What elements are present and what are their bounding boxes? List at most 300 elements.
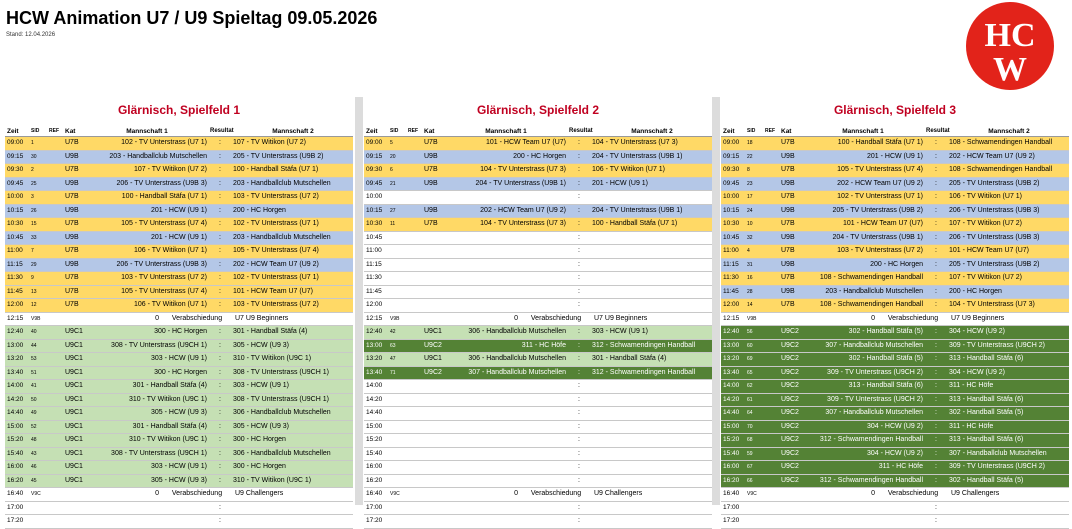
cell-ref bbox=[408, 394, 424, 407]
cell-kat bbox=[424, 488, 446, 501]
cell-ref bbox=[765, 461, 781, 474]
cell-sid: 11 bbox=[390, 221, 396, 227]
cell-kat: U9B bbox=[424, 179, 438, 187]
cell-t1 bbox=[446, 380, 569, 393]
table-row bbox=[721, 461, 1069, 475]
cell-sep: Verabschiedung bbox=[887, 490, 939, 497]
cell-ref bbox=[49, 502, 65, 515]
cell-ref bbox=[765, 151, 781, 164]
cell-sep: : bbox=[935, 395, 937, 403]
cell-time: 09:00 bbox=[7, 139, 24, 146]
cell-ref bbox=[765, 191, 781, 204]
cell-t2: 103 - TV Unterstrass (U7 2) bbox=[233, 193, 319, 200]
cell-time: 16:40 bbox=[723, 490, 740, 497]
cell-sep: : bbox=[935, 503, 937, 511]
cell-t2: 203 - Handballclub Mutschellen bbox=[233, 179, 331, 187]
cell-ref bbox=[408, 272, 424, 285]
cell-kat bbox=[424, 259, 446, 272]
cell-sep: Verabschiedung bbox=[887, 314, 939, 322]
cell-kat: U7B bbox=[65, 166, 79, 173]
table-row bbox=[364, 191, 712, 205]
cell-sid: 66 bbox=[747, 477, 753, 484]
cell-kat: U9C2 bbox=[781, 422, 799, 430]
table-row bbox=[364, 178, 712, 192]
table-row bbox=[5, 137, 353, 151]
cell-t2: 200 - HC Horgen bbox=[949, 287, 1002, 295]
cell-sid: V9C bbox=[390, 491, 400, 497]
cell-t1: 0 bbox=[155, 490, 159, 497]
cell-t1: 0 bbox=[155, 314, 159, 322]
cell-sid: 67 bbox=[747, 464, 753, 470]
cell-kat: U7B bbox=[65, 301, 79, 308]
cell-time: 16:20 bbox=[723, 476, 740, 484]
cell-sid: 29 bbox=[31, 261, 37, 268]
cell-ref bbox=[765, 272, 781, 285]
cell-sep: : bbox=[578, 409, 580, 416]
cell-t2 bbox=[230, 515, 353, 528]
header-team1: Mannschaft 1 bbox=[485, 127, 527, 135]
cell-t1: 308 - TV Unterstrass (U9CH 1) bbox=[111, 449, 207, 457]
cell-sep: : bbox=[219, 517, 221, 524]
cell-sep: : bbox=[578, 449, 580, 457]
cell-kat: U9C2 bbox=[781, 476, 799, 484]
cell-time: 17:20 bbox=[7, 517, 24, 524]
cell-sid: 8 bbox=[747, 167, 750, 173]
cell-kat bbox=[424, 407, 446, 420]
cell-t2: 202 - HCW Team U7 (U9 2) bbox=[949, 152, 1035, 160]
cell-sid: 30 bbox=[31, 153, 37, 160]
cell-sep: : bbox=[935, 179, 937, 187]
cell-kat: U9B bbox=[781, 206, 795, 214]
cell-kat: U9B bbox=[424, 152, 438, 160]
header-result: Resultat bbox=[210, 128, 234, 134]
cell-kat: U9C1 bbox=[65, 422, 83, 430]
cell-sep: : bbox=[219, 274, 221, 281]
cell-time: 17:00 bbox=[366, 503, 383, 511]
cell-kat: U9B bbox=[65, 233, 79, 241]
cell-time: 11:00 bbox=[366, 247, 382, 254]
cell-ref bbox=[765, 353, 781, 366]
cell-ref bbox=[49, 326, 65, 339]
cell-sid: 31 bbox=[747, 261, 753, 268]
cell-sep: : bbox=[578, 139, 580, 146]
cell-ref bbox=[765, 515, 781, 528]
cell-ref bbox=[765, 448, 781, 461]
cell-kat bbox=[424, 461, 446, 474]
cell-kat: U9C2 bbox=[781, 463, 799, 470]
cell-sep: : bbox=[219, 301, 221, 308]
table-row bbox=[5, 421, 353, 435]
cell-t2 bbox=[946, 515, 1069, 528]
cell-t2: 102 - TV Unterstrass (U7 1) bbox=[233, 274, 319, 281]
field-title: Glärnisch, Spielfeld 1 bbox=[117, 103, 241, 117]
cell-sid bbox=[390, 502, 408, 515]
cell-t1: 300 - HC Horgen bbox=[154, 368, 207, 376]
header-team2: Mannschaft 2 bbox=[272, 127, 314, 135]
cell-sid: 51 bbox=[31, 369, 37, 376]
cell-sid bbox=[390, 259, 408, 272]
cell-t2: 200 - HC Horgen bbox=[233, 206, 286, 214]
cell-ref bbox=[408, 178, 424, 191]
cell-t2: 205 - TV Unterstrass (U9B 2) bbox=[949, 179, 1040, 187]
table-row bbox=[721, 313, 1069, 327]
cell-ref bbox=[765, 488, 781, 501]
cell-t1: 304 - HCW (U9 2) bbox=[866, 449, 923, 457]
cell-kat: U7B bbox=[781, 274, 795, 281]
cell-kat bbox=[424, 421, 446, 434]
cell-ref bbox=[49, 259, 65, 272]
cell-t2: 102 - TV Unterstrass (U7 1) bbox=[233, 220, 319, 227]
cell-kat bbox=[424, 272, 446, 285]
cell-sep: : bbox=[578, 436, 580, 443]
cell-sid bbox=[390, 232, 408, 245]
cell-time: 13:20 bbox=[723, 355, 740, 362]
cell-time: 12:40 bbox=[7, 328, 24, 335]
cell-sid: 24 bbox=[747, 207, 753, 214]
table-row bbox=[5, 353, 353, 367]
cell-t1 bbox=[87, 515, 210, 528]
cell-t2: 204 - TV Unterstrass (U9B 1) bbox=[592, 152, 683, 160]
cell-t1: 107 - TV Witikon (U7 2) bbox=[133, 166, 207, 173]
cell-t2: U7 U9 Beginners bbox=[594, 314, 648, 322]
header-sid: SID bbox=[390, 128, 399, 134]
cell-time: 13:00 bbox=[723, 341, 740, 349]
cell-t1: 106 - TV Witikon (U7 1) bbox=[133, 301, 207, 308]
cell-t2 bbox=[589, 232, 712, 245]
cell-t2 bbox=[589, 380, 712, 393]
cell-t1: 103 - TV Unterstrass (U7 2) bbox=[121, 274, 207, 281]
table-header bbox=[364, 126, 712, 137]
cell-kat: U7B bbox=[424, 139, 438, 146]
cell-t2: 311 - HC Höfe bbox=[949, 422, 994, 430]
cell-ref bbox=[408, 326, 424, 339]
cell-time: 09:00 bbox=[366, 139, 383, 146]
cell-ref bbox=[408, 434, 424, 447]
cell-sid: 32 bbox=[747, 234, 753, 241]
cell-t2: 107 - TV Witikon (U7 2) bbox=[949, 274, 1023, 281]
cell-t2: 306 - Handballclub Mutschellen bbox=[233, 409, 331, 416]
cell-sid bbox=[390, 407, 408, 420]
table-row bbox=[721, 502, 1069, 516]
cell-time: 14:40 bbox=[7, 409, 24, 416]
cell-sep: : bbox=[219, 166, 221, 173]
cell-time: 14:40 bbox=[723, 409, 740, 416]
cell-ref bbox=[49, 448, 65, 461]
cell-sid: V9B bbox=[747, 315, 757, 322]
cell-time: 17:20 bbox=[723, 517, 740, 524]
cell-t2 bbox=[589, 461, 712, 474]
cell-sep: : bbox=[935, 436, 937, 443]
cell-sid: 13 bbox=[31, 288, 37, 295]
cell-t1: 302 - Handball Stäfa (5) bbox=[848, 328, 923, 335]
cell-t2 bbox=[589, 259, 712, 272]
cell-sid: 10 bbox=[747, 221, 753, 227]
table-row bbox=[364, 448, 712, 462]
cell-sep: : bbox=[219, 260, 221, 268]
cell-ref bbox=[49, 178, 65, 191]
cell-kat: U9C1 bbox=[424, 328, 442, 335]
cell-t1: 0 bbox=[514, 490, 518, 497]
cell-t2: 108 - Schwamendingen Handball bbox=[949, 166, 1053, 173]
cell-t2: 304 - HCW (U9 2) bbox=[949, 328, 1006, 335]
cell-t2 bbox=[589, 272, 712, 285]
cell-sid bbox=[31, 502, 49, 515]
cell-ref bbox=[408, 286, 424, 299]
cell-sep: : bbox=[935, 247, 937, 254]
cell-sid: 69 bbox=[747, 356, 753, 362]
cell-sid: 16 bbox=[747, 275, 753, 281]
cell-sid: 27 bbox=[390, 207, 396, 214]
cell-kat bbox=[424, 313, 446, 326]
cell-sep: : bbox=[578, 287, 580, 295]
cell-t2: 104 - TV Unterstrass (U7 3) bbox=[949, 301, 1035, 308]
cell-t1: 203 - Handballclub Mutschellen bbox=[109, 152, 207, 160]
cell-kat: U7B bbox=[65, 247, 79, 254]
cell-kat: U9C2 bbox=[781, 355, 799, 362]
cell-time: 11:30 bbox=[723, 274, 739, 281]
cell-sep: : bbox=[935, 328, 937, 335]
cell-t1: 307 - Handballclub Mutschellen bbox=[468, 368, 566, 376]
cell-ref bbox=[49, 340, 65, 353]
cell-sid bbox=[390, 448, 408, 461]
cell-time: 10:45 bbox=[723, 233, 740, 241]
cell-sep: : bbox=[219, 382, 221, 389]
cell-time: 09:45 bbox=[366, 179, 383, 187]
cell-ref bbox=[408, 407, 424, 420]
cell-t1: 201 - HCW (U9 1) bbox=[866, 152, 923, 160]
cell-t2 bbox=[946, 502, 1069, 515]
cell-kat: U9B bbox=[781, 287, 795, 295]
cell-sid bbox=[390, 394, 408, 407]
cell-sid: 28 bbox=[747, 288, 753, 295]
cell-sid: 63 bbox=[390, 342, 396, 349]
cell-t2 bbox=[589, 191, 712, 204]
column-separator bbox=[712, 97, 720, 505]
field-schedule-2 bbox=[364, 103, 712, 529]
table-header bbox=[721, 126, 1069, 137]
cell-sid: 40 bbox=[31, 329, 37, 335]
cell-sid: 2 bbox=[31, 167, 34, 173]
cell-kat: U9C1 bbox=[65, 409, 83, 416]
cell-ref bbox=[49, 299, 65, 312]
cell-time: 17:00 bbox=[7, 503, 24, 511]
cell-sep: : bbox=[935, 287, 937, 295]
table-row bbox=[721, 421, 1069, 435]
cell-ref bbox=[765, 407, 781, 420]
cell-ref bbox=[408, 137, 424, 150]
table-row bbox=[364, 218, 712, 232]
cell-sid bbox=[390, 380, 408, 393]
cell-time: 15:00 bbox=[723, 422, 740, 430]
cell-t1: 312 - Schwamendingen Handball bbox=[819, 476, 923, 484]
cell-ref bbox=[49, 488, 65, 501]
cell-ref bbox=[408, 245, 424, 258]
cell-t2: 311 - HC Höfe bbox=[949, 382, 994, 389]
header-kat: Kat bbox=[65, 127, 76, 135]
table-row bbox=[721, 353, 1069, 367]
cell-kat: U9C1 bbox=[65, 328, 83, 335]
table-row bbox=[721, 299, 1069, 313]
cell-ref bbox=[765, 259, 781, 272]
cell-time: 10:15 bbox=[366, 206, 383, 214]
cell-t2: 205 - TV Unterstrass (U9B 2) bbox=[233, 152, 324, 160]
cell-time: 10:00 bbox=[723, 193, 740, 200]
cell-time: 11:00 bbox=[7, 247, 23, 254]
cell-kat: U7B bbox=[65, 287, 79, 295]
cell-t2: U9 Challengers bbox=[951, 490, 1000, 497]
logo-bottom-text: W bbox=[993, 51, 1027, 88]
cell-ref bbox=[408, 259, 424, 272]
cell-time: 11:30 bbox=[7, 274, 23, 281]
cell-t1 bbox=[446, 259, 569, 272]
cell-sep: : bbox=[578, 166, 580, 173]
cell-ref bbox=[49, 313, 65, 326]
cell-sid bbox=[747, 502, 765, 515]
cell-sep: : bbox=[219, 152, 221, 160]
cell-sid bbox=[390, 461, 408, 474]
table-row bbox=[5, 178, 353, 192]
cell-sep: : bbox=[935, 341, 937, 349]
column-separator bbox=[355, 97, 363, 505]
cell-ref bbox=[408, 164, 424, 177]
cell-kat: U9C1 bbox=[65, 449, 83, 457]
cell-t2: 101 - HCW Team U7 (U7) bbox=[233, 287, 314, 295]
cell-time: 10:15 bbox=[723, 206, 740, 214]
cell-time: 09:30 bbox=[366, 166, 383, 173]
table-row bbox=[5, 367, 353, 381]
cell-sid bbox=[390, 191, 408, 204]
stand-date: Stand: 12.04.2026 bbox=[6, 32, 56, 38]
cell-t2: 308 - TV Unterstrass (U9CH 1) bbox=[233, 368, 329, 376]
cell-sep: : bbox=[935, 355, 937, 362]
cell-time: 11:15 bbox=[723, 260, 739, 268]
cell-sid: 49 bbox=[31, 410, 37, 416]
cell-time: 13:40 bbox=[366, 368, 383, 376]
cell-time: 12:00 bbox=[723, 301, 740, 308]
cell-sep: : bbox=[219, 422, 221, 430]
cell-time: 09:15 bbox=[7, 152, 24, 160]
cell-kat: U7B bbox=[65, 220, 79, 227]
cell-ref bbox=[49, 380, 65, 393]
cell-sid: 46 bbox=[31, 464, 37, 470]
cell-t1: 313 - Handball Stäfa (6) bbox=[848, 382, 923, 389]
field-title: Glärnisch, Spielfeld 2 bbox=[476, 103, 600, 117]
cell-kat: U9C2 bbox=[781, 409, 799, 416]
header-sid: SID bbox=[747, 128, 756, 134]
cell-ref bbox=[765, 380, 781, 393]
cell-kat: U9C2 bbox=[781, 328, 799, 335]
cell-kat: U7B bbox=[781, 139, 795, 146]
cell-time: 09:00 bbox=[723, 139, 740, 146]
cell-ref bbox=[49, 164, 65, 177]
cell-kat: U9C1 bbox=[424, 355, 442, 362]
cell-time: 09:45 bbox=[723, 179, 740, 187]
cell-sep: : bbox=[578, 179, 580, 187]
cell-kat: U9C2 bbox=[781, 436, 799, 443]
cell-sep: : bbox=[219, 395, 221, 403]
cell-sep: : bbox=[219, 341, 221, 349]
cell-ref bbox=[765, 421, 781, 434]
cell-ref bbox=[49, 137, 65, 150]
cell-ref bbox=[765, 205, 781, 218]
cell-t2 bbox=[230, 502, 353, 515]
cell-time: 09:30 bbox=[723, 166, 740, 173]
cell-t1: 307 - Handballclub Mutschellen bbox=[825, 409, 923, 416]
header-team1: Mannschaft 1 bbox=[126, 127, 168, 135]
cell-t1: 201 - HCW (U9 1) bbox=[150, 206, 207, 214]
table-row bbox=[364, 326, 712, 340]
cell-sid: 60 bbox=[747, 342, 753, 349]
cell-sep: : bbox=[935, 220, 937, 227]
cell-ref bbox=[765, 286, 781, 299]
cell-t2: 313 - Handball Stäfa (6) bbox=[949, 395, 1024, 403]
cell-t1: 312 - Schwamendingen Handball bbox=[819, 436, 923, 443]
cell-time: 16:40 bbox=[366, 490, 383, 497]
cell-time: 14:00 bbox=[723, 382, 740, 389]
field-title: Glärnisch, Spielfeld 3 bbox=[833, 103, 957, 117]
cell-t2: 100 - Handball Stäfa (U7 1) bbox=[233, 166, 319, 173]
table-row bbox=[721, 326, 1069, 340]
cell-sid: 17 bbox=[747, 194, 753, 200]
table-row bbox=[364, 205, 712, 219]
cell-t1: 104 - TV Unterstrass (U7 3) bbox=[480, 166, 566, 173]
cell-kat bbox=[781, 488, 803, 501]
cell-sep: : bbox=[219, 247, 221, 254]
cell-t2: 103 - TV Unterstrass (U7 2) bbox=[233, 301, 319, 308]
table-row bbox=[364, 475, 712, 489]
table-row bbox=[5, 151, 353, 165]
logo-top-text: HC bbox=[984, 17, 1036, 54]
cell-kat: U9C2 bbox=[424, 368, 442, 376]
cell-ref bbox=[408, 299, 424, 312]
table-header bbox=[5, 126, 353, 137]
cell-t2: U7 U9 Beginners bbox=[235, 314, 289, 322]
table-row bbox=[364, 380, 712, 394]
cell-ref bbox=[765, 326, 781, 339]
cell-kat bbox=[424, 232, 446, 245]
cell-ref bbox=[408, 421, 424, 434]
cell-kat: U9B bbox=[65, 206, 79, 214]
cell-t1: 302 - Handball Stäfa (5) bbox=[848, 355, 923, 362]
cell-sep: Verabschiedung bbox=[530, 314, 582, 322]
cell-sid: 45 bbox=[31, 477, 37, 484]
cell-t1: 101 - HCW Team U7 (U7) bbox=[485, 139, 566, 146]
cell-kat: U9C1 bbox=[65, 476, 83, 484]
cell-t1: 200 - HC Horgen bbox=[870, 260, 923, 268]
header-zeit: Zeit bbox=[7, 127, 19, 135]
cell-sid: 52 bbox=[31, 423, 37, 430]
cell-sid: 6 bbox=[390, 167, 393, 173]
cell-time: 11:30 bbox=[366, 274, 382, 281]
table-row bbox=[5, 299, 353, 313]
cell-sep: : bbox=[578, 341, 580, 349]
table-row bbox=[721, 286, 1069, 300]
cell-sep: : bbox=[219, 328, 221, 335]
cell-t1: 311 - HC Höfe bbox=[521, 341, 566, 349]
cell-t1: 304 - HCW (U9 2) bbox=[866, 422, 923, 430]
cell-sid: 59 bbox=[747, 450, 753, 457]
cell-t2 bbox=[589, 286, 712, 299]
cell-time: 12:40 bbox=[366, 328, 383, 335]
hcw-logo bbox=[963, 0, 1058, 92]
table-row bbox=[721, 259, 1069, 273]
cell-sep: : bbox=[935, 301, 937, 308]
cell-sep: : bbox=[219, 355, 221, 362]
table-row bbox=[364, 299, 712, 313]
cell-sep: : bbox=[578, 220, 580, 227]
cell-kat bbox=[424, 502, 446, 515]
header-team2: Mannschaft 2 bbox=[631, 127, 673, 135]
